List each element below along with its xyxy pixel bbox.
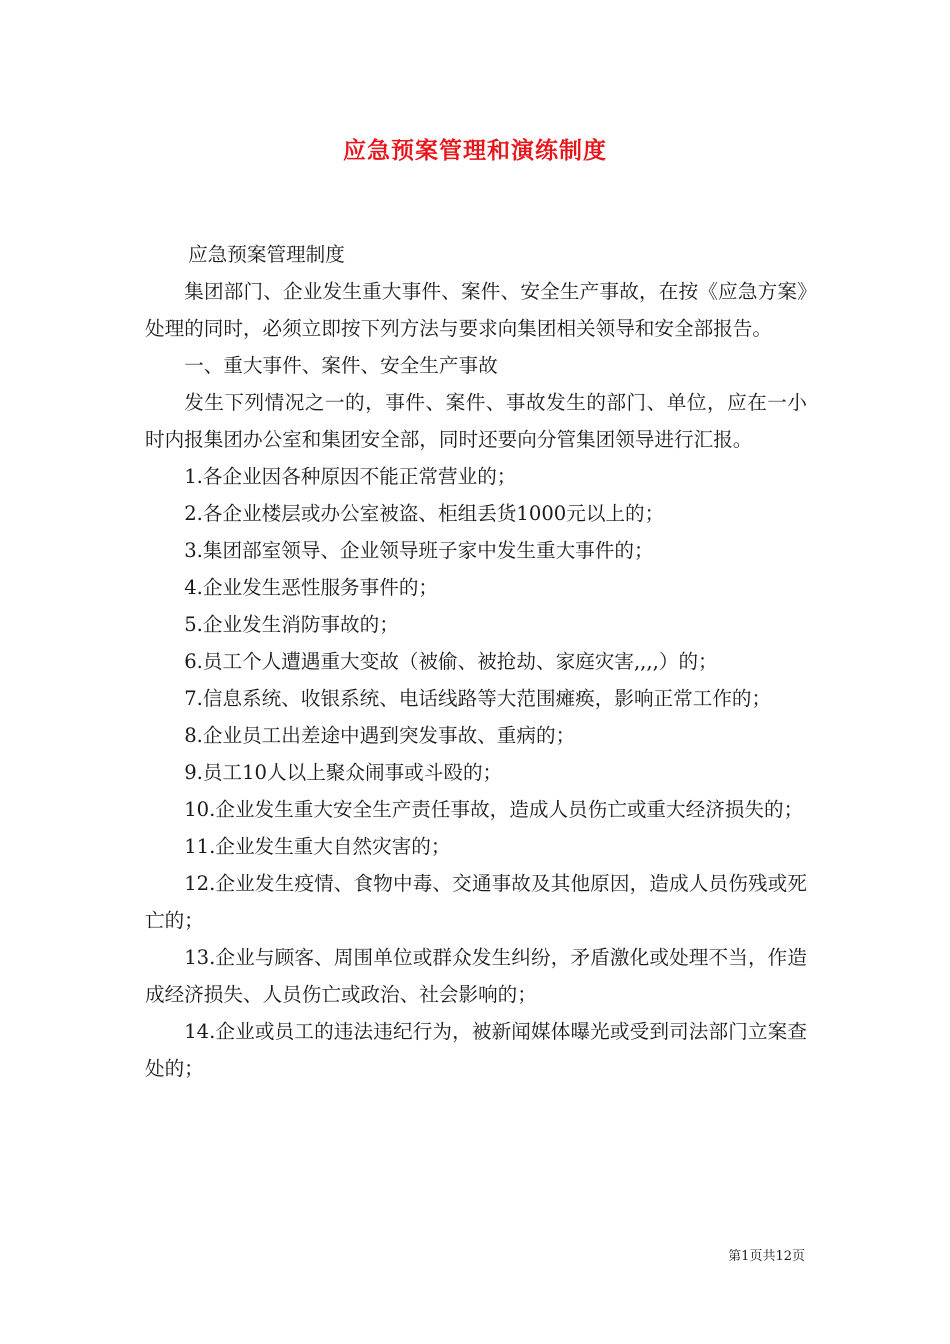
list-item: 3.集团部室领导、企业领导班子家中发生重大事件的； (184, 539, 654, 562)
document-title: 应急预案管理和演练制度 (343, 137, 607, 164)
list-item: 5.企业发生消防事故的； (184, 613, 399, 636)
page-number: 第1页共12页 (728, 1249, 805, 1264)
section-heading: 应急预案管理制度 (188, 243, 345, 266)
paragraph: 集团部门、企业发生重大事件、案件、安全生产事故，在按《应急方案》处理的同时，必须立即按下列方法与要求向集团相关领导和安全部报告。 (145, 280, 807, 340)
list-item: 10.企业发生重大安全生产责任事故，造成人员伤亡或重大经济损失的； (184, 798, 804, 821)
document-body (145, 236, 807, 1087)
list-item: 2.各企业楼层或办公室被盗、柜组丢货1000元以上的； (184, 502, 665, 525)
list-item: 9.员工10人以上聚众闹事或斗殴的； (184, 761, 503, 784)
list-item: 14.企业或员工的违法违纪行为，被新闻媒体曝光或受到司法部门立案查处的； (145, 1020, 807, 1080)
list-item: 12.企业发生疫情、食物中毒、交通事故及其他原因，造成人员伤残或死亡的； (145, 872, 807, 932)
list-item: 1.各企业因各种原因不能正常营业的； (184, 465, 517, 488)
list-item: 6.员工个人遭遇重大变故（被偷、被抢劫、家庭灾害,,,,）的； (184, 650, 718, 673)
list-item: 11.企业发生重大自然灾害的； (184, 835, 451, 858)
paragraph: 发生下列情况之一的，事件、案件、事故发生的部门、单位，应在一小时内报集团办公室和集团安全部，同时还要向分管集团领导进行汇报。 (145, 391, 807, 451)
list-item: 7.信息系统、收银系统、电话线路等大范围瘫痪，影响正常工作的； (184, 687, 772, 710)
section-heading: 一、重大事件、案件、安全生产事故 (184, 354, 498, 377)
list-item: 8.企业员工出差途中遇到突发事故、重病的； (184, 724, 576, 747)
list-item: 4.企业发生恶性服务事件的； (184, 576, 439, 599)
list-item: 13.企业与顾客、周围单位或群众发生纠纷，矛盾激化或处理不当，作造成经济损失、人员伤亡或政治、社会影响的； (145, 946, 807, 1006)
